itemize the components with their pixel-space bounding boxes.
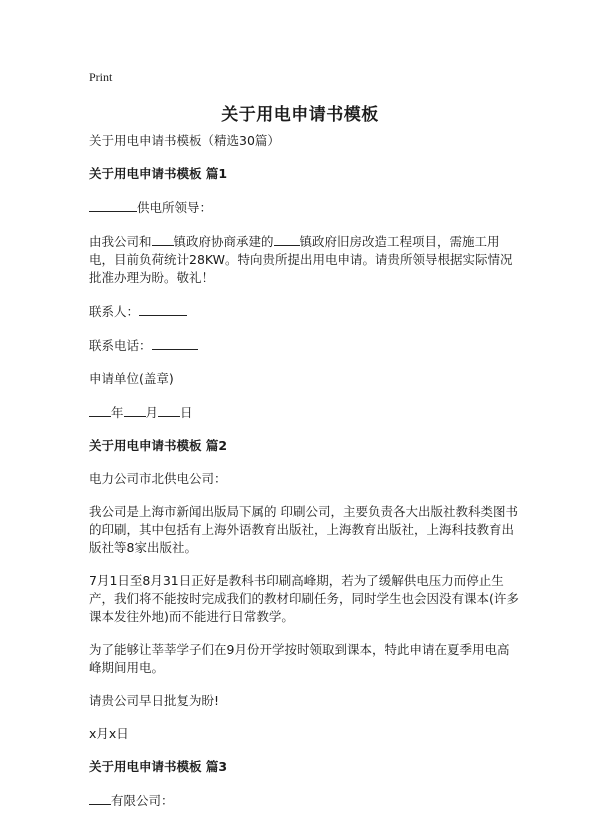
paragraph-text: 镇政府旧房改造工程项目，需施工用电，目前负荷统计28KW。特向贵所提出用电申请。请贵所领导根据实际情况批准办理为盼。敬礼！ xyxy=(89,234,513,285)
date-month-label: 月 xyxy=(145,405,159,420)
paragraph: 为了能够让莘莘学子们在9月份开学按时领取到课本，特此申请在夏季用电高峰期间用电。 xyxy=(89,642,510,675)
contact-phone-line xyxy=(89,336,521,355)
paragraph xyxy=(89,232,521,287)
section-heading-3: 关于用电申请书模板 篇3 xyxy=(89,759,228,774)
paragraph: 我公司是上海市新闻出版局下属的 印刷公司，主要负责各大出版社教科类图书的印刷，其中包括有上海外语教育出版社，上海教育出版社，上海科技教育出版社等8家出版社。 xyxy=(89,504,518,555)
intro-line: 关于用电申请书模板（精选30篇） xyxy=(89,133,280,148)
addressee-line-1 xyxy=(89,198,521,217)
page-title: 关于用电申请书模板 xyxy=(221,105,379,125)
contact-person-line xyxy=(89,302,521,321)
blank-underline xyxy=(89,403,111,417)
blank-underline xyxy=(152,232,174,246)
blank-underline xyxy=(89,198,137,212)
blank-underline xyxy=(274,232,300,246)
applicant-line: 申请单位(盖章) xyxy=(89,371,174,386)
document-body xyxy=(89,132,521,825)
addressee-line-2: 电力公司市北供电公司： xyxy=(89,471,227,486)
blank-underline xyxy=(152,336,198,350)
paragraph-text: 由我公司和 xyxy=(89,234,152,249)
addressee-text: 有限公司： xyxy=(111,793,174,808)
blank-underline xyxy=(158,403,180,417)
addressee-line-3 xyxy=(89,791,521,810)
blank-underline xyxy=(124,403,146,417)
contact-phone-label: 联系电话： xyxy=(89,338,152,353)
contact-person-label: 联系人： xyxy=(89,304,140,319)
paragraph: 请贵公司早日批复为盼! xyxy=(89,693,220,708)
section-heading-1: 关于用电申请书模板 篇1 xyxy=(89,166,228,181)
date-year-label: 年 xyxy=(111,405,124,420)
blank-underline xyxy=(89,791,111,805)
date-line xyxy=(89,403,521,422)
date-day-label: 日 xyxy=(180,405,193,420)
paragraph: 7月1日至8月31日正好是教科书印刷高峰期，若为了缓解供电压力而停止生产，我们将不能按时完成我们的教材印刷任务，同时学生也会因没有课本(许多课本发往外地)而不能进行日常教学。 xyxy=(89,573,519,624)
date-line-2: x月x日 xyxy=(89,726,129,741)
section-heading-2: 关于用电申请书模板 篇2 xyxy=(89,438,228,453)
addressee-text: 供电所领导： xyxy=(137,200,213,215)
paragraph-text: 镇政府协商承建的 xyxy=(173,234,274,249)
blank-underline xyxy=(139,302,187,316)
print-label: Print xyxy=(89,70,113,84)
